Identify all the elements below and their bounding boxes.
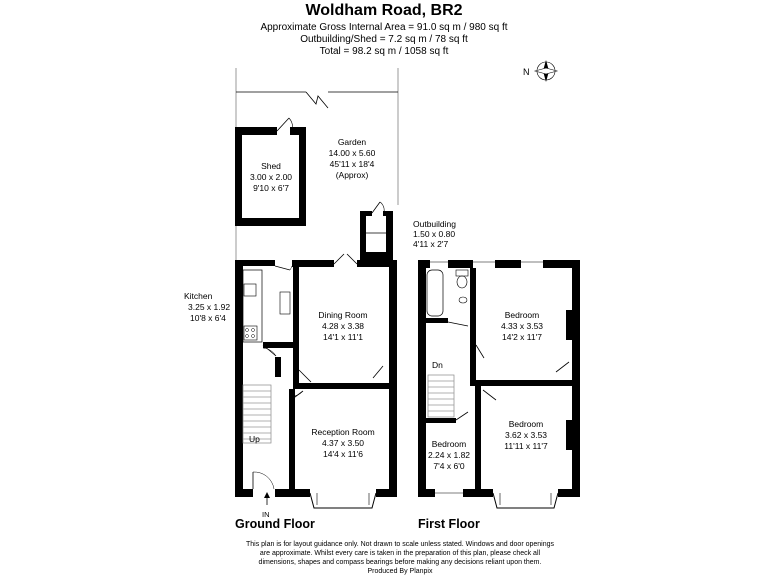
ground-floor-label: Ground Floor bbox=[235, 517, 315, 531]
bedroom2-imperial: 11'11 x 11'7 bbox=[504, 441, 548, 451]
reception-metric: 4.37 x 3.50 bbox=[321, 438, 365, 448]
compass-north-label: N bbox=[523, 67, 530, 77]
total-area-text: Total = 98.2 sq m / 1058 sq ft bbox=[319, 46, 449, 57]
kitchen-name: Kitchen bbox=[184, 291, 213, 301]
first-floor-label: First Floor bbox=[418, 517, 480, 531]
stairs-up-label: Up bbox=[249, 434, 260, 444]
gross-area-text: Approximate Gross Internal Area = 91.0 sq m / 980 sq ft bbox=[260, 22, 508, 33]
ground-floor-plan bbox=[235, 254, 397, 508]
bedroom2-name: Bedroom bbox=[508, 419, 544, 429]
disclaimer bbox=[200, 540, 600, 576]
entrance-label: IN bbox=[262, 510, 270, 519]
bedroom2-metric: 3.62 x 3.53 bbox=[504, 430, 548, 440]
compass-icon bbox=[523, 60, 557, 82]
kitchen-metric: 3.25 x 1.92 bbox=[188, 302, 231, 312]
disclaimer-line: This plan is for layout guidance only. Not drawn to scale unless stated. Windows and door openings bbox=[245, 541, 555, 548]
shed-imperial: 9'10 x 6'7 bbox=[253, 183, 289, 193]
outbuilding-imperial: 4'11 x 2'7 bbox=[413, 239, 449, 249]
bedroom1-name: Bedroom bbox=[504, 310, 540, 320]
garden-name: Garden bbox=[337, 137, 367, 147]
outbuilding-name: Outbuilding bbox=[413, 219, 457, 229]
bedroom3-metric: 2.24 x 1.82 bbox=[427, 450, 471, 460]
disclaimer-line: dimensions, shapes and compass bearings before making any decisions reliant upon them. bbox=[258, 559, 542, 566]
bedroom1-metric: 4.33 x 3.53 bbox=[500, 321, 544, 331]
bedroom3-imperial: 7'4 x 6'0 bbox=[433, 461, 465, 471]
reception-name: Reception Room bbox=[311, 427, 375, 437]
stairs-down-label: Dn bbox=[432, 360, 443, 370]
garden-note: (Approx) bbox=[335, 170, 369, 180]
garden-imperial: 45'11 x 18'4 bbox=[329, 159, 375, 169]
outbuilding bbox=[360, 202, 393, 262]
disclaimer-line: are approximate. Whilst every care is taken in the preparation of this plan, please check all bbox=[259, 550, 541, 557]
producer-credit: Produced By Planpix bbox=[367, 568, 433, 575]
garden-metric: 14.00 x 5.60 bbox=[328, 148, 376, 158]
shed-name: Shed bbox=[261, 161, 281, 171]
dining-metric: 4.28 x 3.38 bbox=[321, 321, 365, 331]
bedroom1-imperial: 14'2 x 11'7 bbox=[502, 332, 542, 342]
outbuilding-area-text: Outbuilding/Shed = 7.2 sq m / 78 sq ft bbox=[300, 34, 468, 45]
dining-imperial: 14'1 x 11'1 bbox=[323, 332, 363, 342]
shed-metric: 3.00 x 2.00 bbox=[249, 172, 293, 182]
outbuilding-metric: 1.50 x 0.80 bbox=[413, 229, 456, 239]
kitchen-imperial: 10'8 x 6'4 bbox=[190, 313, 226, 323]
bedroom3-name: Bedroom bbox=[431, 439, 467, 449]
dining-name: Dining Room bbox=[318, 310, 368, 320]
page-title: Woldham Road, BR2 bbox=[305, 2, 463, 19]
reception-imperial: 14'4 x 11'6 bbox=[323, 449, 363, 459]
